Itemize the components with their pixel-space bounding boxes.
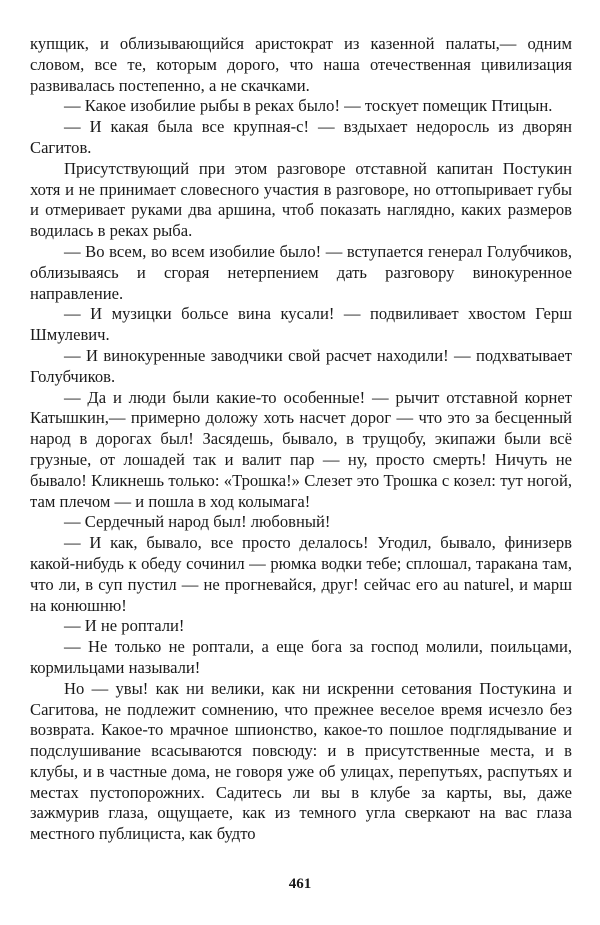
paragraph: — Да и люди были какие-то особенные! — рычит отставной корнет Катышкин,— примерно доложу хоть насчет дорог — что это за бесценный народ в дорогах был! Засядешь, бывало, в трущобу, экипажи были всё грузные, от лошадей так и валит пар — ну, просто смерть! Ничуть не бывало! Кликнешь только: «Трошка!» Слезет это Трошка с козел: тут ногой, там плечом — и пошла в ход колымага! xyxy=(30,387,572,511)
paragraph: — И музицки больсе вина кусали! — подвиливает хвостом Герш Шмулевич. xyxy=(30,304,572,345)
paragraph: — И какая была все крупная-с! — вздыхает недоросль из дворян Сагитов. xyxy=(30,117,572,157)
paragraph: — И как, бывало, все просто делалось! Угодил, бывало, финизерв какой-нибудь к обеду сочинил — рюмка водки тебе; сплошал, таракана там, что ли, в суп пустил — не прогневайся, друг! сейчас его au naturel, и марш на конюшню! xyxy=(30,533,572,615)
paragraph: — Во всем, во всем изобилие было! — вступается генерал Голубчиков, облизываясь и сгорая нетерпением дать разговору винокуренное направление. xyxy=(30,241,572,303)
paragraph: Присутствующий при этом разговоре отставной капитан Постукин хотя и не принимает словесного участия в разговоре, но оттопыривает губы и отмеривает руками два аршина, чтоб показать наглядно, каких размеров водилась в реках рыба. xyxy=(30,158,572,241)
page-number: 461 xyxy=(288,876,312,892)
paragraph: — Какое изобилие рыбы в реках было! — тоскует помещик Птицын. xyxy=(64,96,553,116)
paragraph: Но — увы! как ни велики, как ни искренни сетования Постукина и Сагитова, не подлежит сомнению, что прежнее веселое время исчезло без возврата. Какое-то мрачное шпионство, какое-то пошлое подглядывание и подслушивание всасываются повсюду: и в присутственные места, и в клубы, и в частные дома, не говоря уже об улицах, перепутьях, распутьях и местах пустопорожних. Садитесь ли вы в клубе за карты, вы, даже зажмурив глаза, ощущаете, как из темного угла сверкают на вас глаза местного публициста, как будто xyxy=(30,678,572,844)
page-text xyxy=(30,34,572,845)
paragraph: купщик, и облизывающийся аристократ из казенной палаты,— одним словом, все те, которым дорого, что наша отечественная цивилизация развивалась постепенно, а не скачками. xyxy=(30,34,572,95)
paragraph: — Не только не роптали, а еще бога за господ молили, поильцами, кормильцами называли! xyxy=(30,637,572,677)
paragraph: — И винокуренные заводчики свой расчет находили! — подхватывает Голубчиков. xyxy=(30,345,572,386)
paragraph: — Сердечный народ был! любовный! xyxy=(64,512,331,532)
paragraph: — И не роптали! xyxy=(64,616,185,636)
